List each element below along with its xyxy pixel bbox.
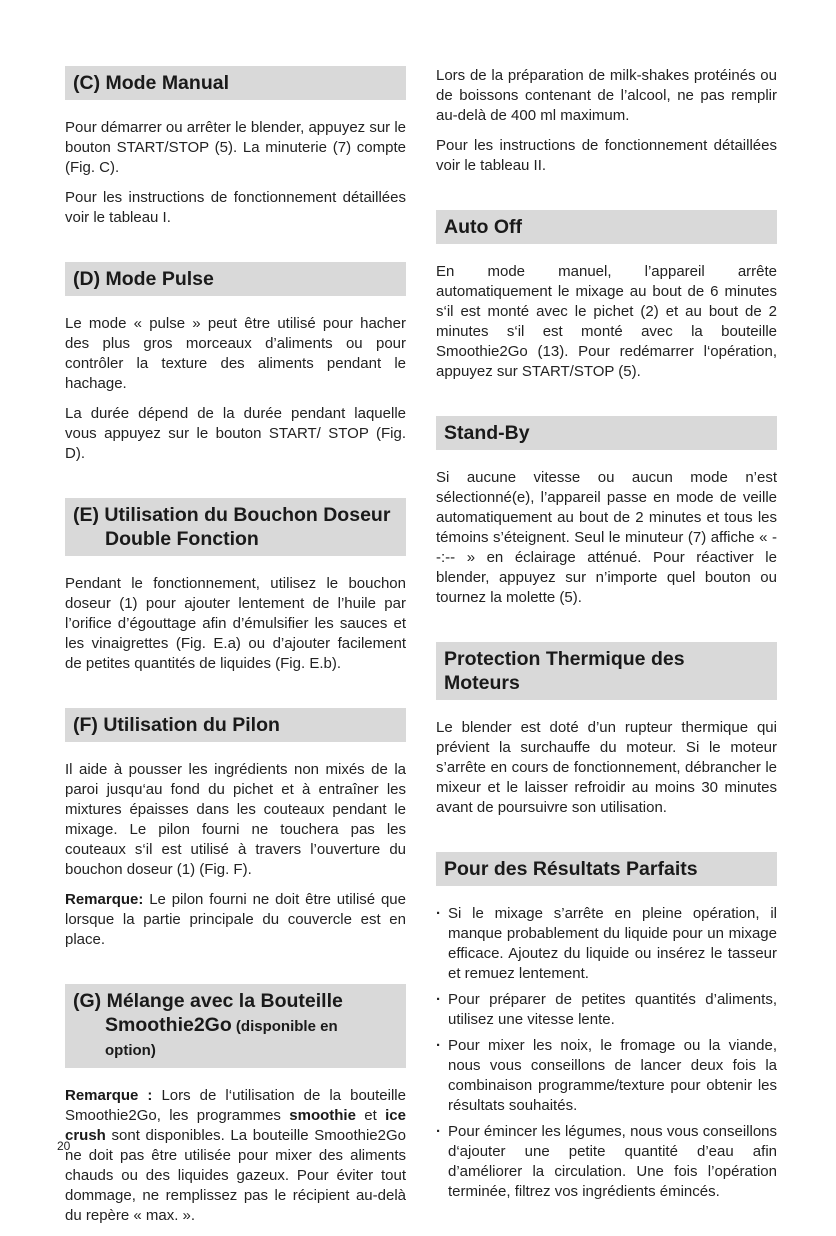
section-d-heading (65, 262, 406, 296)
section-g-note-label: Remarque : (65, 1087, 153, 1104)
protection-paragraph-1: Le blender est doté d’un rupteur thermique qui prévient la surchauffe du moteur. Si le moteur s’arrête en cours de fonctionnement, débrancher le mixeur et le laisser refroidir au moins 30 minutes avant de poursuivre son utilisation. (436, 719, 777, 816)
section-g-note-text-1: Lors de l‘utilisation de la bouteille Smoothie2Go, les programmes (65, 1087, 406, 1124)
section-f-paragraph-1: Il aide à pousser les ingrédients non mixés de la paroi jusqu‘au fond du pichet et à entraîner les mixtures épaisses dans les couteaux pendant le mixage. Le pilon fourni ne touchera pas les couteaux s‘il est utilisé à travers l’ouverture du bouchon doseur (1) (Fig. F). (65, 761, 406, 878)
section-g-note-text-3: sont disponibles. La bouteille Smoothie2Go ne doit pas être utilisée pour mixer des aliments chauds ou des liquides gazeux. Pour éviter tout dommage, ne remplissez pas le récipient au-delà du repère « max. ». (65, 1127, 406, 1224)
right-column (436, 66, 777, 1208)
section-e-title-line-1: (E) Utilisation du Bouchon Doseur (73, 504, 391, 526)
section-g-heading (65, 984, 406, 1068)
list-item: · Pour émincer les légumes, nous vous conseillons d‘ajouter une petite quantité d’eau afin d’améliorer la circulation. Une fois l’opération terminée, filtrez vos ingrédients émincés. (436, 1122, 777, 1202)
standby-heading (436, 416, 777, 450)
list-item: · Si le mixage s’arrête en pleine opération, il manque probablement du liquide pour un mixage efficace. Ajoutez du liquide ou insérez le tasseur et remuez lentement. (436, 904, 777, 984)
section-f-note (65, 890, 406, 950)
left-column (65, 66, 406, 1236)
protection-title-line-1: Protection Thermique des (444, 648, 685, 670)
list-item: · Pour préparer de petites quantités d’aliments, utilisez une vitesse lente. (436, 990, 777, 1030)
section-g-title-line-1: (G) Mélange avec la Bouteille (73, 990, 343, 1012)
section-d-paragraph-1: Le mode « pulse » peut être utilisé pour hacher des plus gros morceaux d’aliments ou pour contrôler la texture des aliments pendant le hachage. (65, 315, 406, 392)
section-f-note-label: Remarque: (65, 891, 144, 908)
list-item: · Pour mixer les noix, le fromage ou la viande, nous vous conseillons de lancer deux fois la combinaison programme/texture pour obtenir les résultats souhaités. (436, 1036, 777, 1116)
section-d-title: (D) Mode Pulse (73, 268, 214, 290)
auto-off-paragraph-1: En mode manuel, l’appareil arrête automatiquement le mixage au bout de 6 minutes s‘il est monté avec le pichet (2) et au bout de 2 minutes s‘il est monté avec la bouteille Smoothie2Go (13). Pour redémarrer l‘opération, appuyez sur START/STOP (5). (436, 263, 777, 380)
auto-off-heading (436, 210, 777, 244)
section-f-heading (65, 708, 406, 742)
results-heading (436, 852, 777, 886)
section-g-title-line-3: option) (105, 1042, 156, 1059)
intro-paragraph-2: Pour les instructions de fonctionnement détaillées voir le tableau II. (436, 137, 777, 174)
section-g-title-suffix: (disponible en (231, 1018, 338, 1035)
section-e-paragraph-1: Pendant le fonctionnement, utilisez le bouchon doseur (1) pour ajouter lentement de l’huile par l’orifice d’égouttage afin d’émulsifier les sauces et les vinaigrettes (Fig. E.a) ou d’ajouter facilement de petites quantités de liquides (Fig. E.b). (65, 575, 406, 672)
section-e-heading (65, 498, 406, 556)
auto-off-title: Auto Off (444, 216, 522, 238)
results-title: Pour des Résultats Parfaits (444, 858, 698, 880)
section-g-note-text-2: et (355, 1107, 386, 1124)
section-d-paragraph-2: La durée dépend de la durée pendant laquelle vous appuyez sur le bouton START/ STOP (Fig. D). (65, 405, 406, 462)
section-g-note-bold-smoothie: smoothie (289, 1107, 356, 1124)
protection-title-line-2: Moteurs (444, 672, 520, 694)
standby-paragraph-1: Si aucune vitesse ou aucun mode n’est sélectionné(e), l’appareil passe en mode de veille automatiquement au bout de 2 minutes et tous les témoins s’éteignent. Seul le minuteur (7) affiche « --:-- » en éclairage atténué. Pour réactiver le blender, appuyez sur n’importe quel bouton ou tournez la molette (5). (436, 469, 777, 606)
section-c-title: (C) Mode Manual (73, 72, 229, 94)
page-number: 20 (57, 1139, 71, 1153)
section-f-note-text: Le pilon fourni ne doit être utilisé que lorsque la partie principale du couvercle est en place. (65, 891, 406, 948)
section-e-title-line-2: Double Fonction (105, 528, 259, 550)
intro-paragraph-1: Lors de la préparation de milk-shakes protéinés ou de boissons contenant de l’alcool, ne pas remplir au-delà de 400 ml maximum. (436, 67, 777, 124)
section-c-paragraph-2: Pour les instructions de fonctionnement détaillées voir le tableau I. (65, 189, 406, 226)
section-c-heading (65, 66, 406, 100)
standby-title: Stand-By (444, 422, 530, 444)
protection-heading (436, 642, 777, 700)
results-list (436, 904, 777, 1202)
section-f-title: (F) Utilisation du Pilon (73, 714, 280, 736)
section-g-title-line-2: Smoothie2Go (105, 1014, 232, 1036)
section-g-note-bold-ice-crush: ice crush (65, 1107, 406, 1144)
section-c-paragraph-1: Pour démarrer ou arrêter le blender, appuyez sur le bouton START/STOP (5). La minuterie (7) compte (Fig. C). (65, 119, 407, 176)
section-g-note (65, 1086, 406, 1226)
